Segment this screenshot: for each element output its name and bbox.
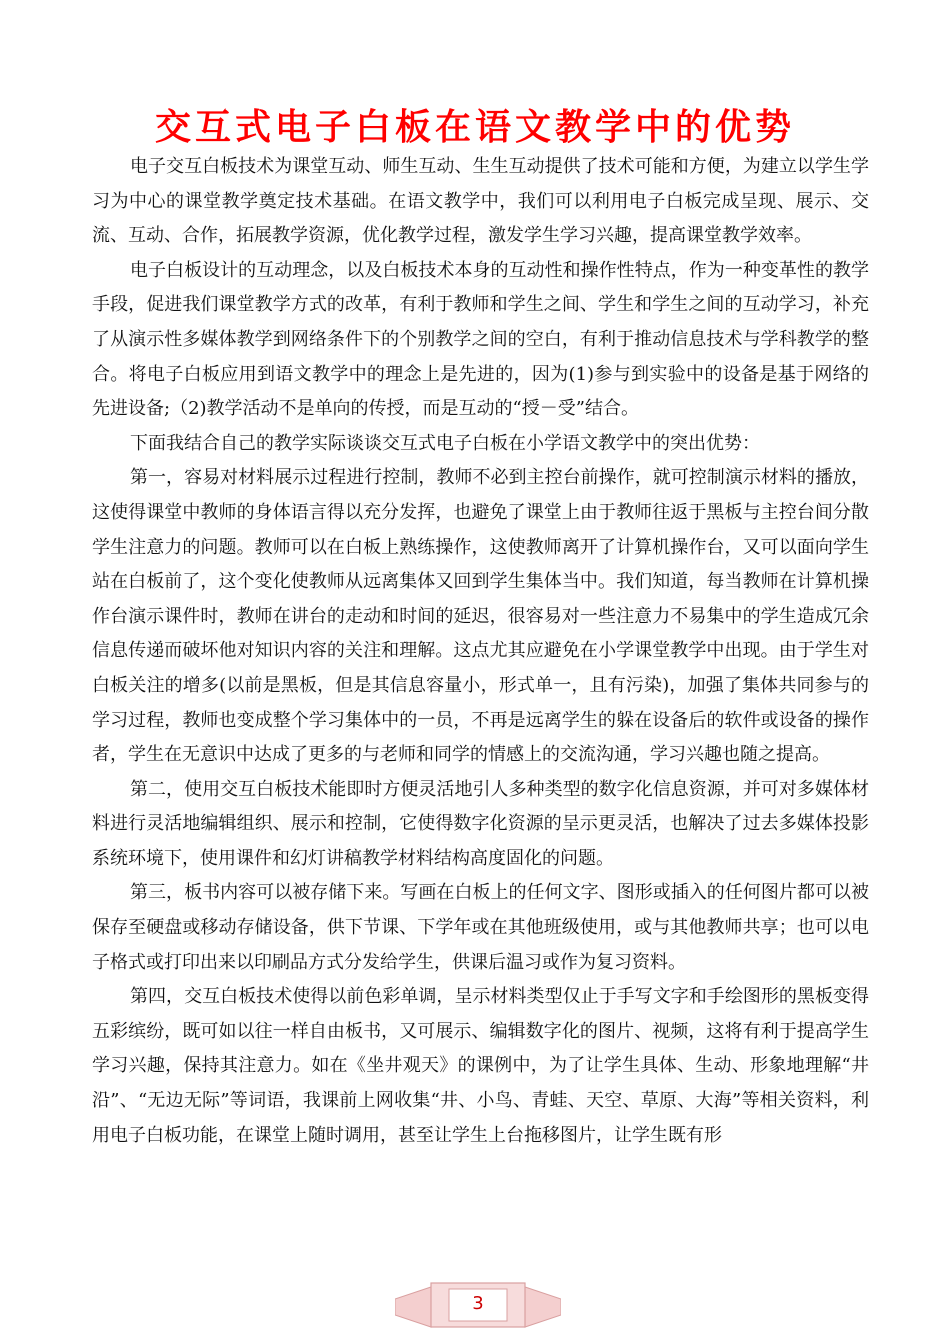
page-number: 3	[472, 1293, 484, 1314]
paragraph-concept: 电子白板设计的互动理念，以及白板技术本身的互动性和操作性特点，作为一种变革性的教学手段，促进我们课堂教学方式的改革，有利于教师和学生之间、学生和学生之间的互动学习，补充了从演示性多媒体教学到网络条件下的个别教学之间的空白，有利于推动信息技术与学科教学的整合。将电子白板应用到语文教学中的理念上是先进的，因为(1)参与到实验中的设备是基于网络的先进设备;（2)教学活动不是单向的传授，而是互动的“授－受”结合。	[92, 259, 869, 420]
page-number-badge	[395, 1277, 561, 1333]
document-body	[92, 150, 869, 1153]
paragraph-advantage-1: 第一，容易对材料展示过程进行控制，教师不必到主控台前操作，就可控制演示材料的播放，这使得课堂中教师的身体语言得以充分发挥，也避免了课堂上由于教师往返于黑板与主控台间分散学生注意力的问题。教师可以在白板上熟练操作，这使教师离开了计算机操作台，又可以面向学生站在白板前了，这个变化使教师从远离集体又回到学生集体当中。我们知道，每当教师在计算机操作台演示课件时，教师在讲台的走动和时间的延迟，很容易对一些注意力不易集中的学生造成冗余信息传递而破坏他对知识内容的关注和理解。这点尤其应避免在小学课堂教学中出现。由于学生对白板关注的增多(以前是黑板，但是其信息容量小，形式单一，且有污染)，加强了集体共同参与的学习过程，教师也变成整个学习集体中的一员，不再是远离学生的躲在设备后的软件或设备的操作者，学生在无意识中达成了更多的与老师和同学的情感上的交流沟通，学习兴趣也随之提高。	[92, 467, 869, 766]
paragraph-advantage-2: 第二，使用交互白板技术能即时方便灵活地引人多种类型的数字化信息资源，并可对多媒体材料进行灵活地编辑组织、展示和控制，它使得数字化资源的呈示更灵活，也解决了过去多媒体投影系统环境下，使用课件和幻灯讲稿教学材料结构高度固化的问题。	[92, 778, 869, 869]
paragraph-advantage-4: 第四，交互白板技术使得以前色彩单调，呈示材料类型仅止于手写文字和手绘图形的黑板变得五彩缤纷，既可如以往一样自由板书，又可展示、编辑数字化的图片、视频，这将有利于提高学生学习兴趣，保持其注意力。如在《坐井观天》的课例中，为了让学生具体、生动、形象地理解“井沿”、“无边无际”等词语，我课前上网收集“井、小鸟、青蛙、天空、草原、大海”等相关资料，利用电子白板功能，在课堂上随时调用，甚至让学生上台拖移图片，让学生既有形	[92, 986, 869, 1146]
document-title: 交互式电子白板在语文教学中的优势	[154, 107, 795, 148]
paragraph-advantage-3: 第三，板书内容可以被存储下来。写画在白板上的任何文字、图形或插入的任何图片都可以被保存至硬盘或移动存储设备，供下节课、下学年或在其他班级使用，或与其他教师共享；也可以电子格式或打印出来以印刷品方式分发给学生，供课后温习或作为复习资料。	[92, 882, 869, 973]
paragraph-intro: 电子交互白板技术为课堂互动、师生互动、生生互动提供了技术可能和方便，为建立以学生学习为中心的课堂教学奠定技术基础。在语文教学中，我们可以利用电子白板完成呈现、展示、交流、互动、合作，拓展教学资源，优化教学过程，激发学生学习兴趣，提高课堂教学效率。	[92, 156, 869, 247]
paragraph-transition: 下面我结合自己的教学实际谈谈交互式电子白板在小学语文教学中的突出优势：	[130, 432, 760, 454]
